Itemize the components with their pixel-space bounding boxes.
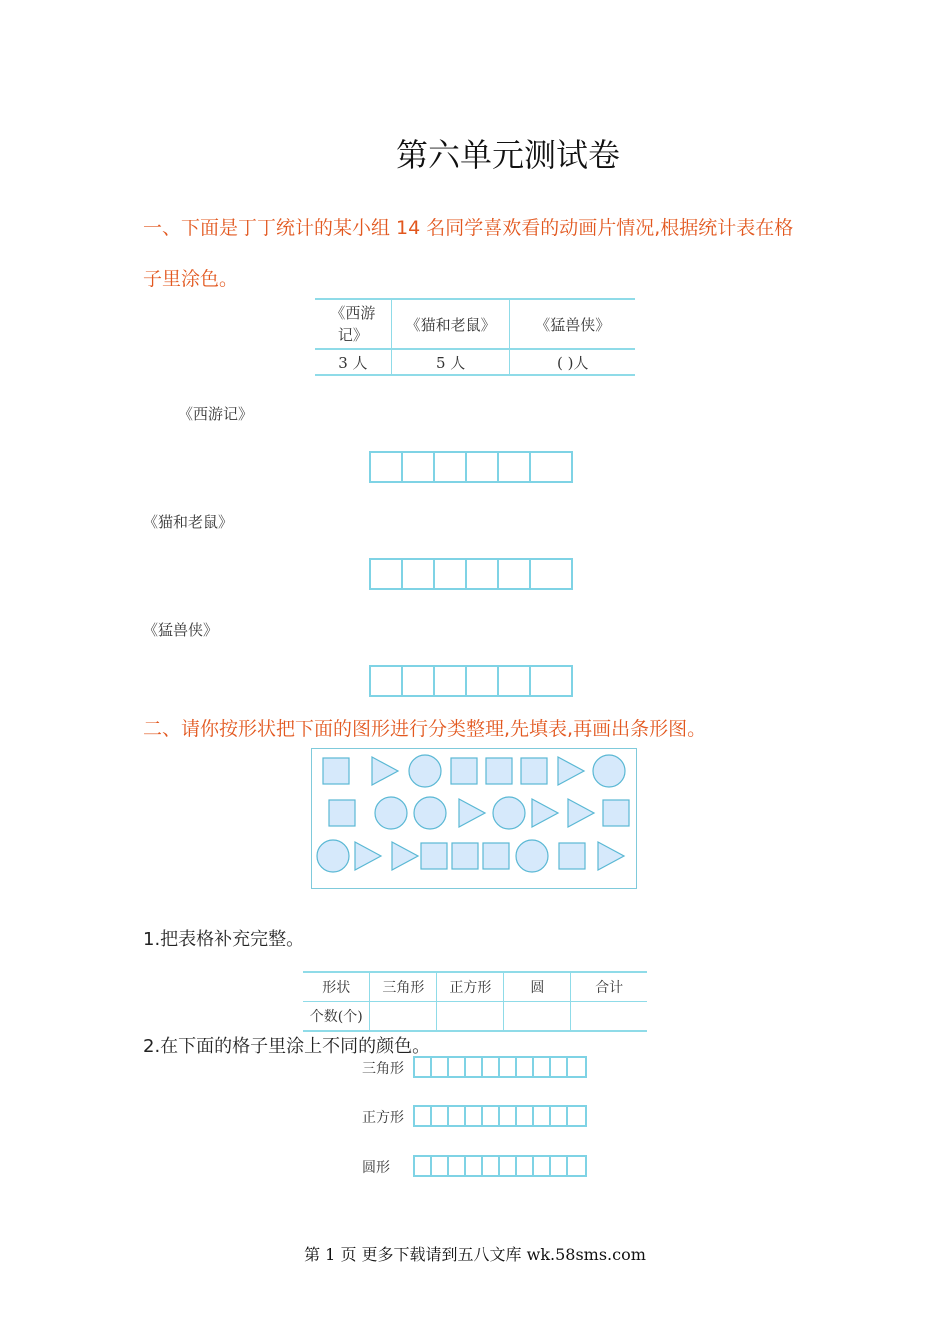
grid-label-maohelaoshu: 《猫和老鼠》 (143, 513, 234, 531)
square-shape (451, 758, 477, 784)
triangle-shape (372, 757, 398, 785)
shape-count-table (303, 971, 647, 1032)
circle-shape (414, 797, 446, 829)
bar-label-square: 正方形 (362, 1110, 404, 1126)
header-shape: 形状 (303, 972, 370, 1002)
triangle-shape (532, 799, 558, 827)
count-total-cell[interactable] (571, 1002, 647, 1032)
value-maohelaoshu: 5 人 (391, 349, 510, 375)
shapes-figure (312, 749, 636, 888)
bar-grid-circle[interactable] (413, 1155, 587, 1177)
color-grid-mengshouxia[interactable] (369, 665, 573, 697)
square-shape (603, 800, 629, 826)
square-shape (486, 758, 512, 784)
square-shape (483, 843, 509, 869)
page-footer: 第 1 页 更多下载请到五八文库 wk.58sms.com (304, 1245, 646, 1264)
header-circle: 圆 (504, 972, 571, 1002)
bar-label-triangle: 三角形 (362, 1061, 404, 1077)
header-triangle: 三角形 (370, 972, 437, 1002)
shapes-box (311, 748, 637, 889)
question-2-text: 二、请你按形状把下面的图形进行分类整理,先填表,再画出条形图。 (143, 718, 707, 740)
count-square-cell[interactable] (437, 1002, 504, 1032)
header-xiyouji-line2: 记》 (337, 326, 368, 344)
bar-label-circle: 圆形 (362, 1160, 390, 1176)
circle-shape (317, 840, 349, 872)
value-xiyouji: 3 人 (315, 349, 391, 375)
triangle-shape (558, 757, 584, 785)
stats-table (315, 298, 635, 376)
sub-question-2: 2.在下面的格子里涂上不同的颜色。 (143, 1036, 431, 1057)
circle-shape (593, 755, 625, 787)
triangle-shape (392, 842, 418, 870)
sub-question-1: 1.把表格补充完整。 (143, 929, 305, 950)
header-xiyouji-line1: 《西游 (330, 304, 376, 322)
circle-shape (493, 797, 525, 829)
row-label-count: 个数(个) (303, 1002, 370, 1032)
count-circle-cell[interactable] (504, 1002, 571, 1032)
bar-grid-square[interactable] (413, 1105, 587, 1127)
triangle-shape (355, 842, 381, 870)
triangle-shape (568, 799, 594, 827)
header-maohelaoshu: 《猫和老鼠》 (391, 299, 510, 349)
square-shape (323, 758, 349, 784)
grid-label-mengshouxia: 《猛兽侠》 (143, 621, 219, 639)
square-shape (329, 800, 355, 826)
triangle-shape (459, 799, 485, 827)
circle-shape (375, 797, 407, 829)
square-shape (452, 843, 478, 869)
bar-grid-triangle[interactable] (413, 1056, 587, 1078)
triangle-shape (598, 842, 624, 870)
circle-shape (516, 840, 548, 872)
question-1-text-cont: 子里涂色。 (143, 268, 239, 290)
color-grid-maohelaoshu[interactable] (369, 558, 573, 590)
header-xiyouji (315, 299, 391, 349)
count-triangle-cell[interactable] (370, 1002, 437, 1032)
square-shape (421, 843, 447, 869)
square-shape (521, 758, 547, 784)
header-total: 合计 (571, 972, 647, 1002)
square-shape (559, 843, 585, 869)
header-square: 正方形 (437, 972, 504, 1002)
grid-label-xiyouji: 《西游记》 (178, 405, 254, 423)
value-mengshouxia: ( )人 (510, 349, 635, 375)
color-grid-xiyouji[interactable] (369, 451, 573, 483)
circle-shape (409, 755, 441, 787)
page-title: 第六单元测试卷 (395, 136, 620, 174)
header-mengshouxia: 《猛兽侠》 (510, 299, 635, 349)
question-1-text: 一、下面是丁丁统计的某小组 14 名同学喜欢看的动画片情况,根据统计表在格 (143, 217, 794, 239)
